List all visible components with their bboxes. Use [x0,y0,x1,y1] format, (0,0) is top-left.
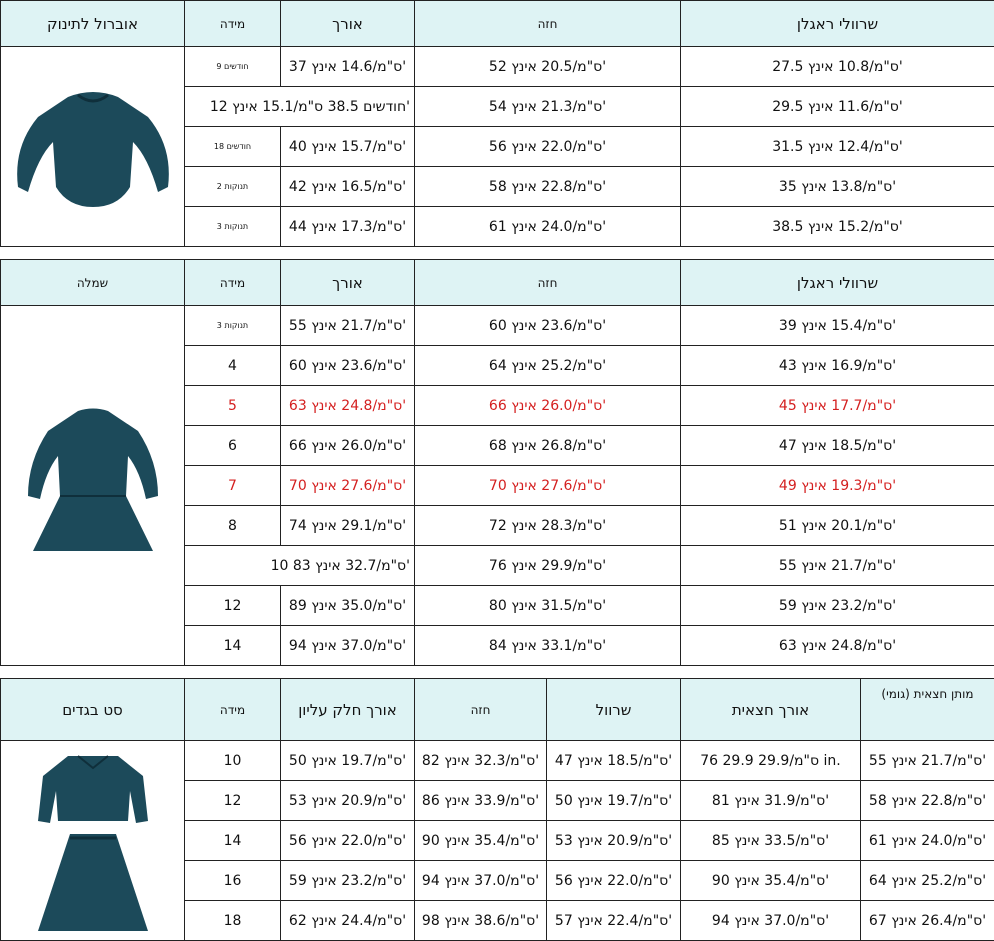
skirt-waist-cell: 58 ס"מ/22.8 אינץ' [861,781,994,821]
size-cell: 5 [185,386,281,426]
chest-header: חזה [415,260,681,306]
skirt-length-header: אורך חצאית [681,679,861,741]
sleeve-cell: 59 ס"מ/23.2 אינץ' [681,586,994,626]
skirt-length-cell: 76 ס"מ/29.9 29.9 in. [681,741,861,781]
size-cell: 12 [185,781,281,821]
dress-image [1,306,185,666]
clothing-set-size-table [0,678,994,941]
chest-cell: 61 ס"מ/24.0 אינץ' [415,207,681,247]
chest-cell: 56 ס"מ/22.0 אינץ' [415,127,681,167]
size-cell: 14 [185,821,281,861]
size-cell: 18 [185,901,281,941]
size-header: מידה [185,679,281,741]
length-cell: 94 ס"מ/37.0 אינץ' [281,626,415,666]
sleeve-cell: 31.5 ס"מ/12.4 אינץ' [681,127,994,167]
size-cell: 3 תנוקות [185,306,281,346]
chest-cell: 68 ס"מ/26.8 אינץ' [415,426,681,466]
product-title: אוברול לתינוק [1,1,185,47]
table-header-row [1,679,994,741]
table-row [1,306,994,346]
size-cell: 6 [185,426,281,466]
size-cell: 12 [185,586,281,626]
sleeve-cell: 63 ס"מ/24.8 אינץ' [681,626,994,666]
sleeve-header: שרוולי ראגלן [681,1,994,47]
skirt-waist-header: מותן חצאית (גומי) [861,679,994,741]
length-header: אורך [281,260,415,306]
clothing-set-image [1,741,185,941]
chest-cell: 90 ס"מ/35.4 אינץ' [415,821,547,861]
top-length-cell: 53 ס"מ/20.9 אינץ' [281,781,415,821]
length-cell: 40 ס"מ/15.7 אינץ' [281,127,415,167]
sleeve-cell: 39 ס"מ/15.4 אינץ' [681,306,994,346]
top-length-cell: 50 ס"מ/19.7 אינץ' [281,741,415,781]
chest-cell: 76 ס"מ/29.9 אינץ' [415,546,681,586]
chest-cell: 52 ס"מ/20.5 אינץ' [415,47,681,87]
sleeve-cell: 38.5 ס"מ/15.2 אינץ' [681,207,994,247]
size-cell: 10 [185,741,281,781]
length-cell: 70 ס"מ/27.6 אינץ' [281,466,415,506]
length-cell: 66 ס"מ/26.0 אינץ' [281,426,415,466]
dress-illustration [8,401,178,571]
clothing-set-illustration [8,746,178,936]
chest-cell: 94 ס"מ/37.0 אינץ' [415,861,547,901]
top-length-header: אורך חלק עליון [281,679,415,741]
sleeve-cell: 49 ס"מ/19.3 אינץ' [681,466,994,506]
length-cell: 55 ס"מ/21.7 אינץ' [281,306,415,346]
chest-cell: 54 ס"מ/21.3 אינץ' [415,87,681,127]
skirt-waist-cell: 61 ס"מ/24.0 אינץ' [861,821,994,861]
table-header-row [1,1,994,47]
sleeve-header: שרוולי ראגלן [681,260,994,306]
sleeve-cell: 27.5 ס"מ/10.8 אינץ' [681,47,994,87]
table-header-row [1,260,994,306]
length-cell: 63 ס"מ/24.8 אינץ' [281,386,415,426]
size-cell: 14 [185,626,281,666]
length-cell: 60 ס"מ/23.6 אינץ' [281,346,415,386]
size-header: מידה [185,1,281,47]
sleeve-cell: 56 ס"מ/22.0 אינץ' [547,861,681,901]
table-row [1,47,994,87]
sleeve-cell: 55 ס"מ/21.7 אינץ' [681,546,994,586]
chest-cell: 98 ס"מ/38.6 אינץ' [415,901,547,941]
sleeve-cell: 45 ס"מ/17.7 אינץ' [681,386,994,426]
chest-header: חזה [415,679,547,741]
chest-cell: 60 ס"מ/23.6 אינץ' [415,306,681,346]
chest-cell: 82 ס"מ/32.3 אינץ' [415,741,547,781]
romper-illustration [8,77,178,217]
chest-cell: 86 ס"מ/33.9 אינץ' [415,781,547,821]
skirt-waist-cell: 55 ס"מ/21.7 אינץ' [861,741,994,781]
size-cell: 3 תנוקות [185,207,281,247]
length-header: אורך [281,1,415,47]
skirt-length-cell: 81 ס"מ/31.9 אינץ' [681,781,861,821]
length-cell: 37 ס"מ/14.6 אינץ' [281,47,415,87]
chest-cell: 66 ס"מ/26.0 אינץ' [415,386,681,426]
chest-cell: 58 ס"מ/22.8 אינץ' [415,167,681,207]
sleeve-cell: 57 ס"מ/22.4 אינץ' [547,901,681,941]
size-cell: 16 [185,861,281,901]
sleeve-cell: 35 ס"מ/13.8 אינץ' [681,167,994,207]
sleeve-cell: 51 ס"מ/20.1 אינץ' [681,506,994,546]
size-cell: 9 חודשים [185,47,281,87]
size-cell: 7 [185,466,281,506]
skirt-waist-cell: 64 ס"מ/25.2 אינץ' [861,861,994,901]
chest-cell: 70 ס"מ/27.6 אינץ' [415,466,681,506]
length-cell: 10 83 ס"מ/32.7 אינץ' [185,546,415,586]
skirt-length-cell: 90 ס"מ/35.4 אינץ' [681,861,861,901]
sleeve-cell: 47 ס"מ/18.5 אינץ' [547,741,681,781]
size-cell: 18 חודשים [185,127,281,167]
top-length-cell: 56 ס"מ/22.0 אינץ' [281,821,415,861]
product-title: שמלה [1,260,185,306]
length-cell: 44 ס"מ/17.3 אינץ' [281,207,415,247]
sleeve-cell: 29.5 ס"מ/11.6 אינץ' [681,87,994,127]
chest-cell: 84 ס"מ/33.1 אינץ' [415,626,681,666]
sleeve-cell: 43 ס"מ/16.9 אינץ' [681,346,994,386]
skirt-length-cell: 85 ס"מ/33.5 אינץ' [681,821,861,861]
chest-cell: 72 ס"מ/28.3 אינץ' [415,506,681,546]
size-cell: 8 [185,506,281,546]
baby-romper-size-table [0,0,994,247]
length-cell: 12 חודשים 38.5 ס"מ/15.1 אינץ' [185,87,415,127]
top-length-cell: 62 ס"מ/24.4 אינץ' [281,901,415,941]
top-length-cell: 59 ס"מ/23.2 אינץ' [281,861,415,901]
length-cell: 74 ס"מ/29.1 אינץ' [281,506,415,546]
sleeve-cell: 47 ס"מ/18.5 אינץ' [681,426,994,466]
chest-cell: 64 ס"מ/25.2 אינץ' [415,346,681,386]
baby-romper-image [1,47,185,247]
skirt-waist-cell: 67 ס"מ/26.4 אינץ' [861,901,994,941]
chest-cell: 80 ס"מ/31.5 אינץ' [415,586,681,626]
sleeve-header: שרוול [547,679,681,741]
sleeve-cell: 53 ס"מ/20.9 אינץ' [547,821,681,861]
table-row [1,741,994,781]
dress-size-table [0,259,994,666]
size-header: מידה [185,260,281,306]
length-cell: 42 ס"מ/16.5 אינץ' [281,167,415,207]
chest-header: חזה [415,1,681,47]
sleeve-cell: 50 ס"מ/19.7 אינץ' [547,781,681,821]
size-cell: 2 תנוקות [185,167,281,207]
product-title: סט בגדים [1,679,185,741]
size-cell: 4 [185,346,281,386]
length-cell: 89 ס"מ/35.0 אינץ' [281,586,415,626]
skirt-length-cell: 94 ס"מ/37.0 אינץ' [681,901,861,941]
